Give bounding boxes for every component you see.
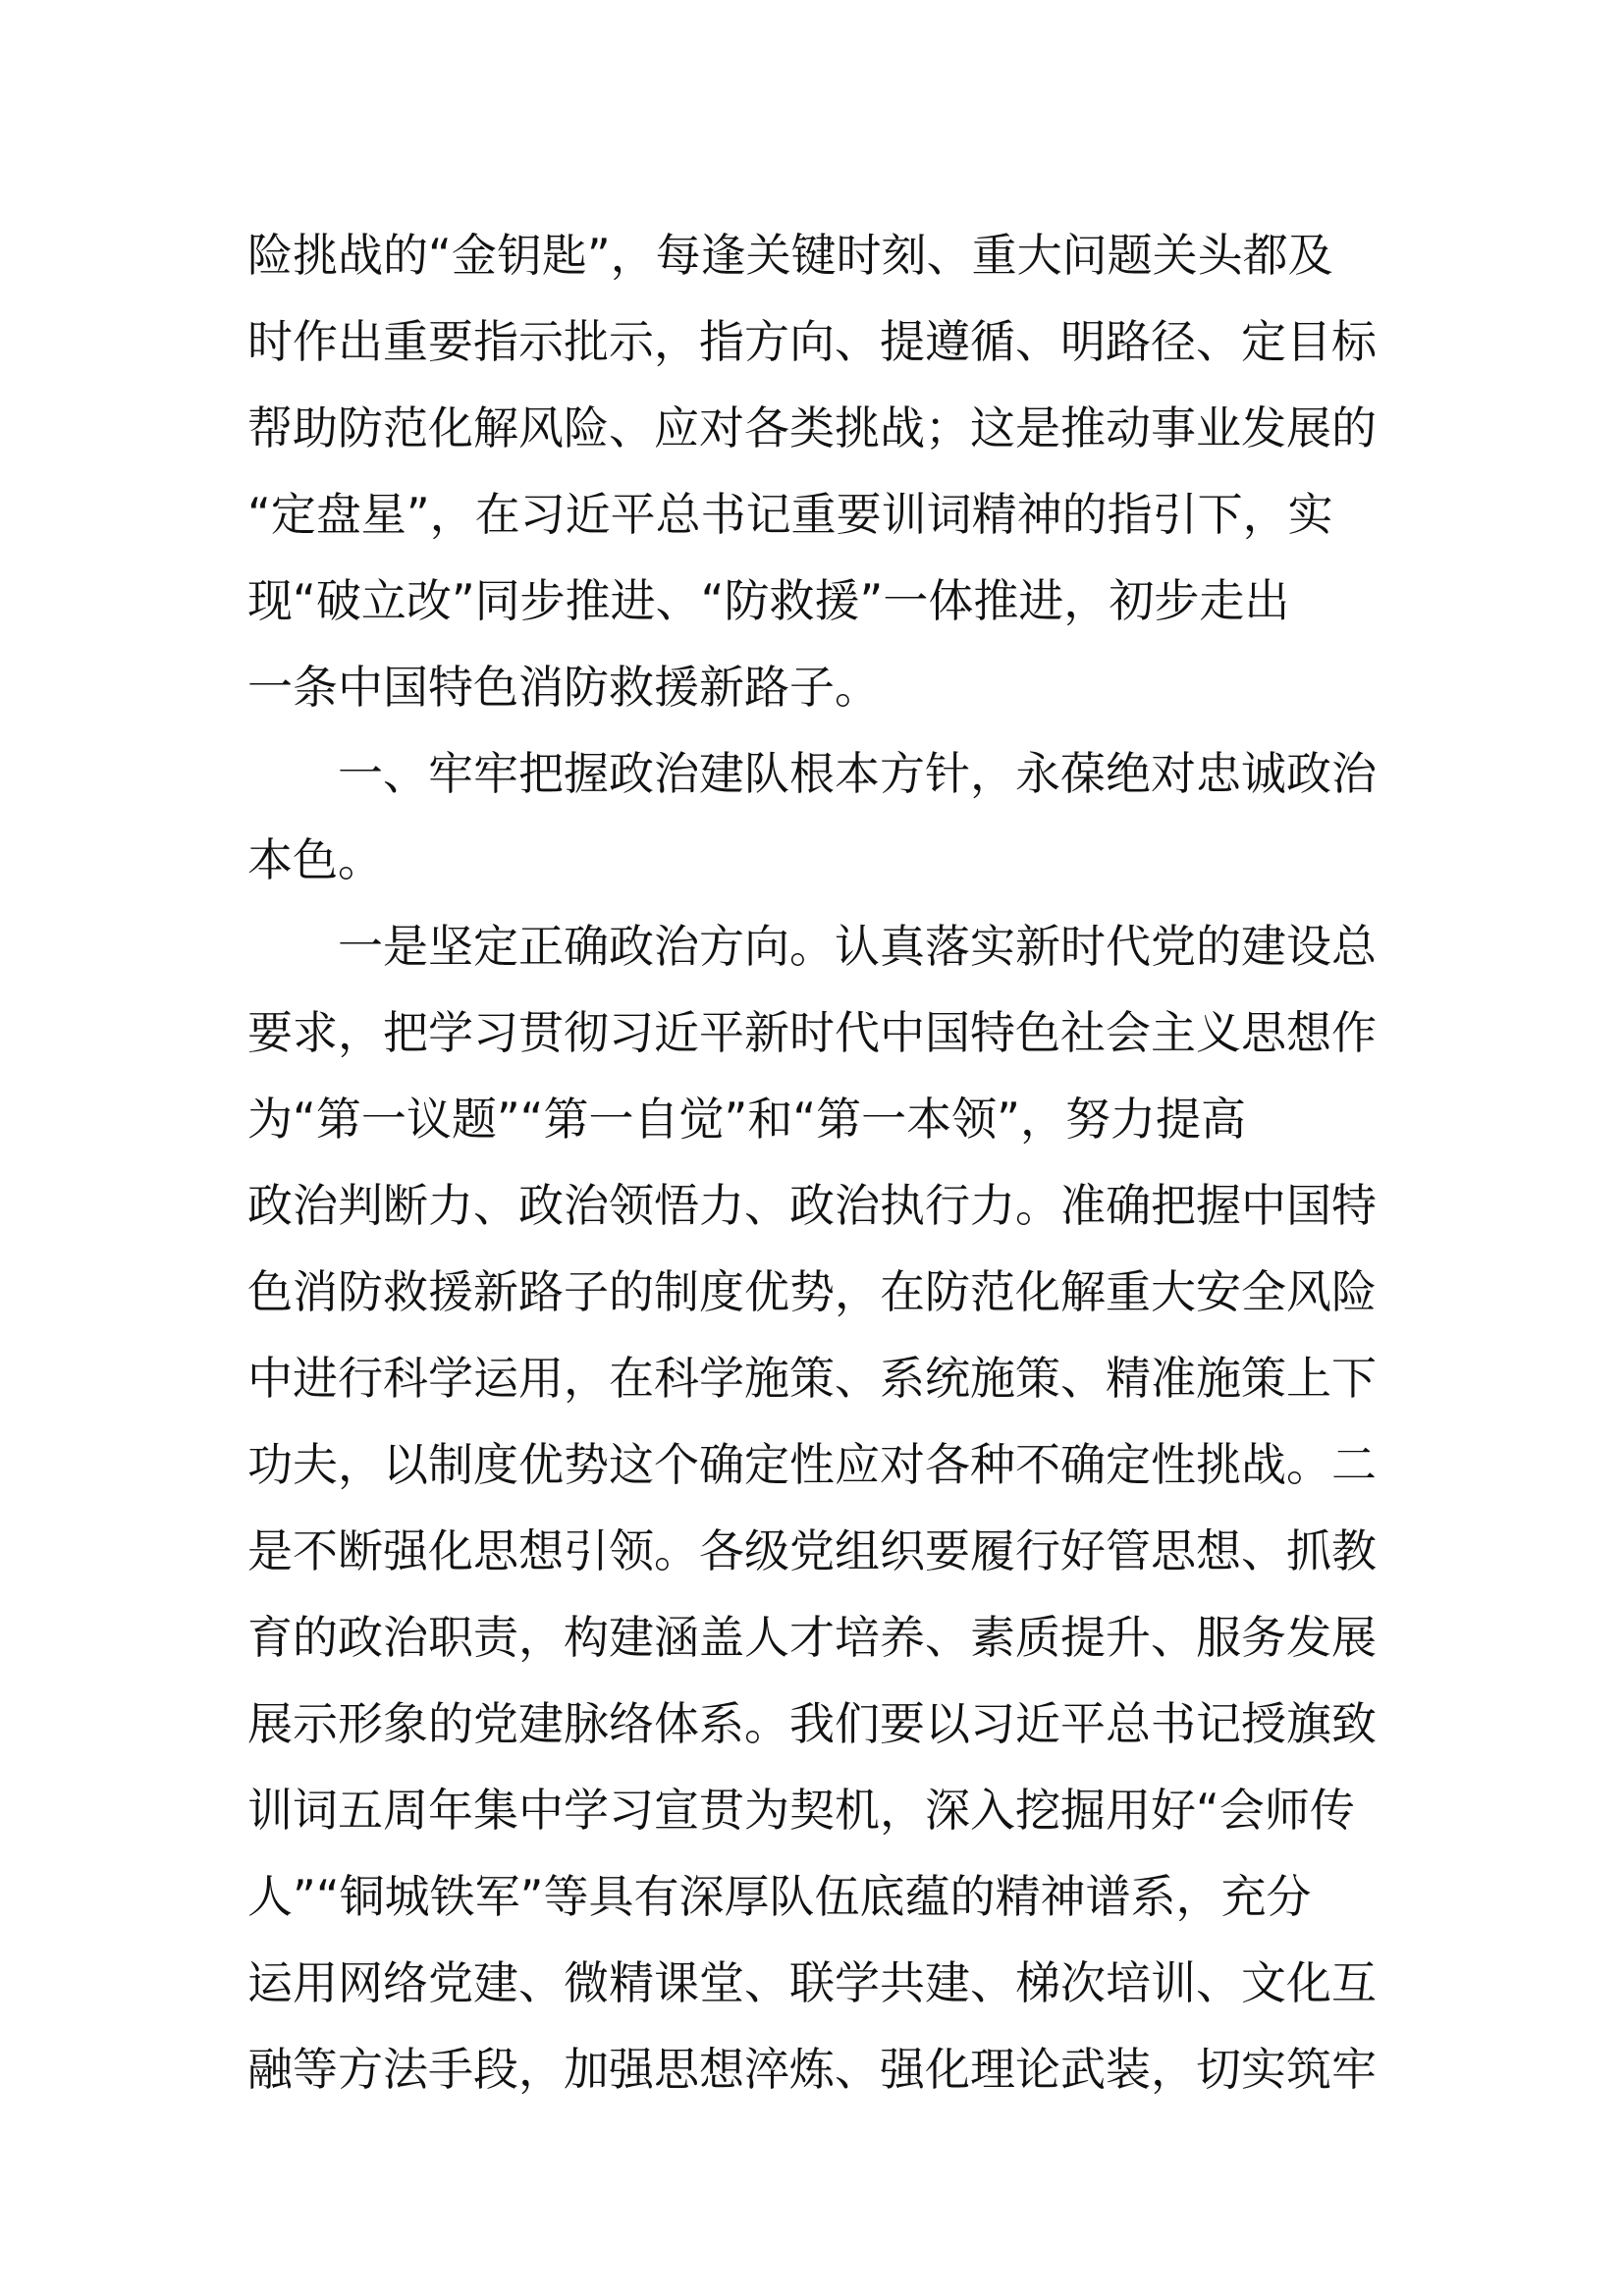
- text-line: 功夫，以制度优势这个确定性应对各种不确定性挑战。二: [247, 1438, 1377, 1491]
- text-line: 现“破立改”同步推进、“防救援”一体推进，初步走出: [247, 574, 1290, 627]
- text-line: 帮助防范化解风险、应对各类挑战；这是推动事业发展的: [247, 401, 1377, 454]
- text-line: 训词五周年集中学习宣贯为契机，深入挖掘用好“会师传: [247, 1784, 1355, 1837]
- text-line: 育的政治职责，构建涵盖人才培养、素质提升、服务发展: [247, 1611, 1377, 1664]
- text-line: 色消防救援新路子的制度优势，在防范化解重大安全风险: [247, 1265, 1377, 1318]
- text-line: 要求，把学习贯彻习近平新时代中国特色社会主义思想作: [247, 1006, 1377, 1059]
- text-line: 融等方法手段，加强思想淬炼、强化理论武装，切实筑牢: [247, 2043, 1377, 2096]
- text-line: 险挑战的“金钥匙”，每逢关键时刻、重大问题关头都及: [247, 229, 1333, 282]
- body-text: [247, 212, 1386, 2112]
- text-line: 中进行科学运用，在科学施策、系统施策、精准施策上下: [247, 1352, 1377, 1405]
- section-heading-line: 本色。: [247, 833, 383, 886]
- text-line: 为“第一议题”“第一自觉”和“第一本领”，努力提高: [247, 1093, 1246, 1146]
- text-line: 运用网络党建、微精课堂、联学共建、梯次培训、文化互: [247, 1956, 1377, 2009]
- text-line: 是不断强化思想引领。各级党组织要履行好管思想、抓教: [247, 1524, 1377, 1577]
- text-line: 政治判断力、政治领悟力、政治执行力。准确把握中国特: [247, 1179, 1377, 1232]
- text-line: “定盘星”，在习近平总书记重要训词精神的指引下，实: [247, 488, 1333, 541]
- text-line: 时作出重要指示批示，指方向、提遵循、明路径、定目标: [247, 315, 1377, 368]
- section-heading-line: 一、牢牢把握政治建队根本方针，永葆绝对忠诚政治: [338, 747, 1377, 800]
- text-line: 展示形象的党建脉络体系。我们要以习近平总书记授旗致: [247, 1697, 1377, 1750]
- text-line: 一是坚定正确政治方向。认真落实新时代党的建设总: [338, 920, 1377, 973]
- text-line: 一条中国特色消防救援新路子。: [247, 661, 880, 714]
- text-line: 人”“铜城铁军”等具有深厚队伍底蕴的精神谱系，充分: [247, 1870, 1312, 1923]
